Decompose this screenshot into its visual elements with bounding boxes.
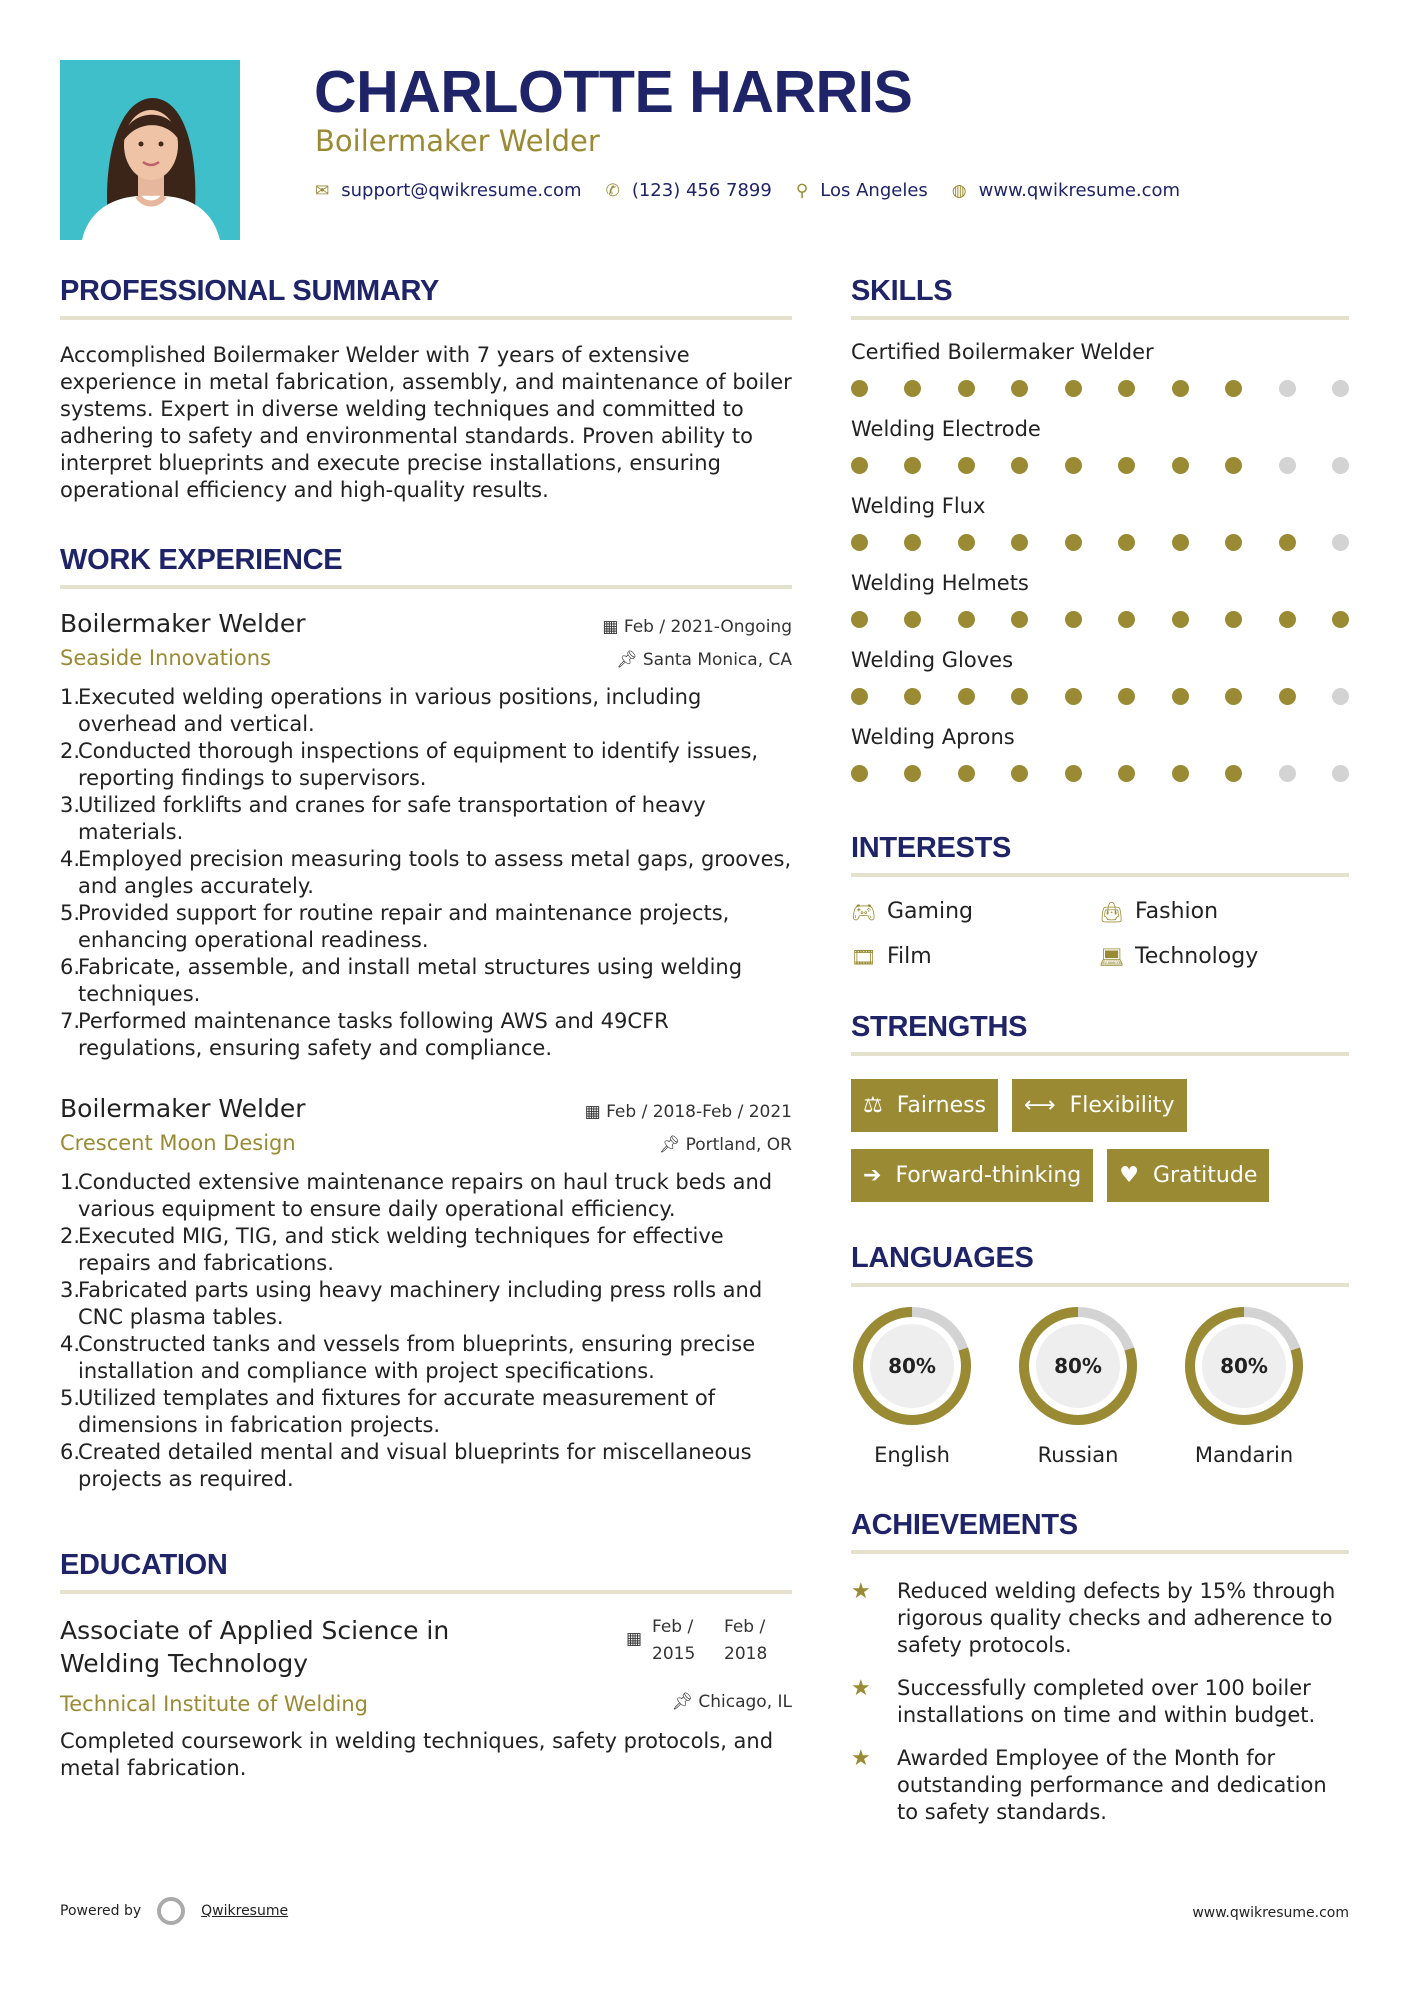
- rating-dot-filled: [1065, 457, 1082, 474]
- rating-dot-filled: [851, 380, 868, 397]
- job-title: Boilermaker Welder: [60, 1094, 306, 1123]
- globe-icon: ◍: [951, 180, 967, 201]
- skills-heading: SKILLS: [851, 275, 1349, 320]
- rating-dot-filled: [1279, 611, 1296, 628]
- job-company: Seaside Innovations: [60, 646, 271, 670]
- language-item: [1017, 1305, 1183, 1467]
- skill-name: Welding Flux: [851, 494, 986, 518]
- rating-dot-filled: [851, 765, 868, 782]
- laptop-icon: 💻︎: [1099, 944, 1125, 969]
- interests-grid: [851, 899, 1349, 969]
- list-item: Performed maintenance tasks following AWS and 49CFR regulations, ensuring safety and compliance.: [78, 1009, 669, 1060]
- rating-dot-filled: [1172, 380, 1189, 397]
- rating-dot-filled: [958, 457, 975, 474]
- language-ring: [851, 1305, 973, 1427]
- job-date: Feb / 2018-Feb / 2021: [606, 1102, 792, 1122]
- rating-dot-empty: [1279, 380, 1296, 397]
- skill-item: [851, 494, 1349, 551]
- list-item: Executed welding operations in various positions, including overhead and vertical.: [78, 685, 702, 736]
- skills-list: [851, 340, 1349, 782]
- rating-dot-filled: [851, 611, 868, 628]
- interest-item: [1099, 899, 1349, 924]
- interests-heading: INTERESTS: [851, 832, 1349, 877]
- person-photo-illustration: [60, 60, 240, 240]
- edu-end-month: Feb /: [724, 1617, 766, 1637]
- rating-dot-filled: [1225, 457, 1242, 474]
- rating-dot-filled: [851, 457, 868, 474]
- rating-dot-filled: [1065, 765, 1082, 782]
- strength-tag: [851, 1079, 998, 1132]
- footer-powered-by: [60, 1897, 288, 1925]
- rating-dot-filled: [1279, 534, 1296, 551]
- strength-label: Fairness: [896, 1093, 987, 1118]
- list-item: Conducted thorough inspections of equipment to identify issues, reporting findings to supervisors.: [78, 739, 759, 790]
- shopping-bag-icon: 👜︎: [1099, 899, 1125, 924]
- rating-dot-filled: [1011, 765, 1028, 782]
- rating-dot-filled: [851, 534, 868, 551]
- language-name: Russian: [1037, 1443, 1119, 1467]
- rating-dot-filled: [851, 688, 868, 705]
- edu-end-year: 2018: [724, 1644, 768, 1664]
- edu-start-month: Feb /: [652, 1617, 694, 1637]
- list-item: Provided support for routine repair and maintenance projects, enhancing operational readiness.: [78, 901, 730, 952]
- film-icon: 🎞︎: [851, 944, 877, 969]
- interest-label: Fashion: [1135, 899, 1219, 924]
- job-title: Boilermaker Welder: [60, 609, 306, 638]
- skill-rating: [851, 534, 1349, 551]
- rating-dot-filled: [904, 457, 921, 474]
- powered-by-text: Powered by: [60, 1903, 142, 1919]
- rating-dot-filled: [1065, 534, 1082, 551]
- rating-dot-filled: [904, 380, 921, 397]
- list-item: Created detailed mental and visual blueprints for miscellaneous projects as required.: [78, 1440, 752, 1491]
- location-text: Los Angeles: [820, 180, 928, 201]
- achievement-item: [851, 1745, 1349, 1826]
- rating-dot-filled: [1118, 765, 1135, 782]
- rating-dot-filled: [1011, 611, 1028, 628]
- interest-label: Gaming: [887, 899, 973, 924]
- rating-dot-filled: [1279, 688, 1296, 705]
- rating-dot-filled: [1172, 534, 1189, 551]
- rating-dot-filled: [1011, 534, 1028, 551]
- rating-dot-filled: [1225, 611, 1242, 628]
- skill-rating: [851, 688, 1349, 705]
- achievement-item: [851, 1578, 1349, 1659]
- achievement-text: Successfully completed over 100 boiler installations on time and within budget.: [897, 1676, 1316, 1727]
- list-item: Fabricate, assemble, and install metal structures using welding techniques.: [78, 955, 743, 1006]
- job-location: Santa Monica, CA: [642, 650, 792, 670]
- skill-item: [851, 571, 1349, 628]
- interest-item: [1099, 944, 1349, 969]
- pushpin-icon: 📌︎: [615, 650, 643, 670]
- rating-dot-empty: [1332, 457, 1349, 474]
- rating-dot-empty: [1332, 380, 1349, 397]
- rating-dot-filled: [958, 611, 975, 628]
- job-company: Crescent Moon Design: [60, 1131, 296, 1155]
- languages-list: [851, 1305, 1349, 1467]
- language-ring: [1183, 1305, 1305, 1427]
- ring-percent-label: 80%: [1220, 1354, 1268, 1378]
- rating-dot-filled: [1118, 611, 1135, 628]
- rating-dot-filled: [1011, 688, 1028, 705]
- contact-bar: [315, 180, 1204, 201]
- strength-tag: [851, 1149, 1093, 1202]
- skill-item: [851, 725, 1349, 782]
- rating-dot-filled: [1065, 688, 1082, 705]
- rating-dot-empty: [1279, 457, 1296, 474]
- strength-tag: [1107, 1149, 1269, 1202]
- phone-link[interactable]: (123) 456 7899: [631, 180, 772, 201]
- rating-dot-filled: [904, 765, 921, 782]
- balance-scale-icon: ⚖: [863, 1093, 883, 1118]
- pushpin-icon: 📌︎: [671, 1692, 699, 1712]
- rating-dot-filled: [904, 534, 921, 551]
- rating-dot-filled: [958, 380, 975, 397]
- languages-heading: LANGUAGES: [851, 1242, 1349, 1287]
- language-ring: [1017, 1305, 1139, 1427]
- list-item: Utilized forklifts and cranes for safe transportation of heavy materials.: [78, 793, 706, 844]
- interest-label: Technology: [1135, 944, 1259, 969]
- star-award-icon: ★: [851, 1579, 871, 1604]
- calendar-icon: ▦: [584, 1102, 607, 1122]
- list-item: Fabricated parts using heavy machinery including press rolls and CNC plasma tables.: [78, 1278, 763, 1329]
- gamepad-icon: 🎮︎: [851, 899, 877, 924]
- interest-item: [851, 899, 1099, 924]
- language-name: English: [874, 1443, 950, 1467]
- achievement-text: Reduced welding defects by 15% through rigorous quality checks and adherence to safety protocols.: [897, 1579, 1336, 1657]
- job-bullets: [60, 1169, 792, 1493]
- rating-dot-filled: [1332, 611, 1349, 628]
- job-bullets: [60, 684, 792, 1062]
- rating-dot-empty: [1332, 688, 1349, 705]
- candidate-name: CHARLOTTE HARRIS: [314, 59, 913, 125]
- heart-icon: ♥: [1119, 1163, 1139, 1188]
- list-item: Executed MIG, TIG, and stick welding techniques for effective repairs and fabrications.: [78, 1224, 724, 1275]
- list-item: Utilized templates and fixtures for accurate measurement of dimensions in fabrication projects.: [78, 1386, 716, 1437]
- education-description: Completed coursework in welding techniques, safety protocols, and metal fabrication.: [60, 1729, 774, 1780]
- right-column: [851, 275, 1349, 1842]
- rating-dot-filled: [904, 688, 921, 705]
- rating-dot-filled: [1011, 457, 1028, 474]
- interest-label: Film: [887, 944, 932, 969]
- pushpin-icon: 📌︎: [658, 1135, 686, 1155]
- summary-heading: PROFESSIONAL SUMMARY: [60, 275, 792, 320]
- envelope-icon: ✉: [315, 180, 330, 201]
- achievement-item: [851, 1675, 1349, 1729]
- rating-dot-filled: [1172, 688, 1189, 705]
- rating-dot-filled: [1225, 380, 1242, 397]
- email-link[interactable]: support@qwikresume.com: [341, 180, 582, 201]
- calendar-icon: ▦: [602, 617, 624, 637]
- achievements-list: [851, 1578, 1349, 1826]
- skill-name: Welding Helmets: [851, 571, 1029, 595]
- rating-dot-filled: [958, 765, 975, 782]
- edu-start-year: 2015: [652, 1644, 696, 1664]
- skill-rating: [851, 457, 1349, 474]
- rating-dot-filled: [904, 611, 921, 628]
- arrows-horizontal-icon: ⟷: [1024, 1093, 1056, 1118]
- rating-dot-filled: [1172, 457, 1189, 474]
- summary-text: Accomplished Boilermaker Welder with 7 years of extensive experience in metal fabrication, assembly, and maintenance of boiler systems. Expert in diverse welding techniques and committed to adhering to safety and environmental standards. Proven ability to interpret blueprints and execute precise installations, ensuring operational efficiency and high-quality results.: [60, 343, 792, 502]
- rating-dot-filled: [1225, 534, 1242, 551]
- rating-dot-filled: [1172, 765, 1189, 782]
- skill-name: Welding Gloves: [851, 648, 1014, 672]
- phone-icon: ✆: [605, 180, 620, 201]
- rating-dot-filled: [1065, 611, 1082, 628]
- skill-name: Welding Aprons: [851, 725, 1015, 749]
- strengths-tags: [851, 1079, 1349, 1202]
- brand-link[interactable]: Qwikresume: [201, 1903, 289, 1919]
- rating-dot-filled: [1065, 380, 1082, 397]
- rating-dot-empty: [1279, 765, 1296, 782]
- school-location: Chicago, IL: [698, 1692, 792, 1712]
- strength-tag: [1012, 1079, 1187, 1132]
- arrow-right-icon: ➔: [863, 1163, 882, 1188]
- rating-dot-empty: [1332, 765, 1349, 782]
- candidate-title: Boilermaker Welder: [315, 124, 600, 158]
- strength-label: Forward-thinking: [895, 1163, 1082, 1188]
- star-award-icon: ★: [851, 1746, 871, 1771]
- rating-dot-filled: [1011, 380, 1028, 397]
- skill-rating: [851, 765, 1349, 782]
- language-name: Mandarin: [1194, 1443, 1294, 1467]
- job-date: Feb / 2021-Ongoing: [623, 617, 792, 637]
- skill-name: Certified Boilermaker Welder: [851, 340, 1154, 364]
- skill-item: [851, 417, 1349, 474]
- school-name: Technical Institute of Welding: [60, 1692, 368, 1716]
- left-column: [60, 275, 792, 1782]
- job-entry: [60, 609, 792, 1062]
- skill-item: [851, 648, 1349, 705]
- rating-dot-filled: [1172, 611, 1189, 628]
- calendar-icon: ▦: [625, 1629, 642, 1649]
- language-item: [1183, 1305, 1349, 1467]
- job-entry: [60, 1094, 792, 1493]
- experience-heading: WORK EXPERIENCE: [60, 544, 792, 589]
- rating-dot-filled: [1225, 765, 1242, 782]
- ring-percent-label: 80%: [1054, 1354, 1102, 1378]
- profile-photo: [60, 60, 240, 240]
- rating-dot-empty: [1332, 534, 1349, 551]
- rating-dot-filled: [1118, 688, 1135, 705]
- strength-label: Flexibility: [1069, 1093, 1175, 1118]
- rating-dot-filled: [1118, 380, 1135, 397]
- strengths-heading: STRENGTHS: [851, 1011, 1349, 1056]
- interest-item: [851, 944, 1099, 969]
- skill-item: [851, 340, 1349, 397]
- achievement-text: Awarded Employee of the Month for outstanding performance and dedication to safety standards.: [897, 1746, 1327, 1824]
- rating-dot-filled: [1118, 457, 1135, 474]
- job-location: Portland, OR: [685, 1135, 792, 1155]
- skill-name: Welding Electrode: [851, 417, 1041, 441]
- rating-dot-filled: [958, 534, 975, 551]
- skill-rating: [851, 380, 1349, 397]
- website-link[interactable]: www.qwikresume.com: [978, 180, 1181, 201]
- education-heading: EDUCATION: [60, 1549, 792, 1594]
- map-pin-icon: ⚲: [795, 180, 809, 201]
- achievements-heading: ACHIEVEMENTS: [851, 1509, 1349, 1554]
- rating-dot-filled: [958, 688, 975, 705]
- skill-rating: [851, 611, 1349, 628]
- degree-title: Associate of Applied Science in Welding Technology: [60, 1616, 450, 1678]
- rating-dot-filled: [1225, 688, 1242, 705]
- ring-percent-label: 80%: [888, 1354, 936, 1378]
- rating-dot-filled: [1118, 534, 1135, 551]
- footer-website[interactable]: www.qwikresume.com: [1192, 1905, 1349, 1921]
- star-award-icon: ★: [851, 1676, 871, 1701]
- list-item: Conducted extensive maintenance repairs on haul truck beds and various equipment to ensure daily operational efficiency.: [78, 1170, 773, 1221]
- qwikresume-logo-icon: [157, 1897, 185, 1925]
- strength-label: Gratitude: [1152, 1163, 1258, 1188]
- list-item: Constructed tanks and vessels from blueprints, ensuring precise installation and compliance with project specifications.: [78, 1332, 756, 1383]
- language-item: [851, 1305, 1017, 1467]
- education-entry: [60, 1614, 792, 1680]
- list-item: Employed precision measuring tools to assess metal gaps, grooves, and angles accurately.: [78, 847, 792, 898]
